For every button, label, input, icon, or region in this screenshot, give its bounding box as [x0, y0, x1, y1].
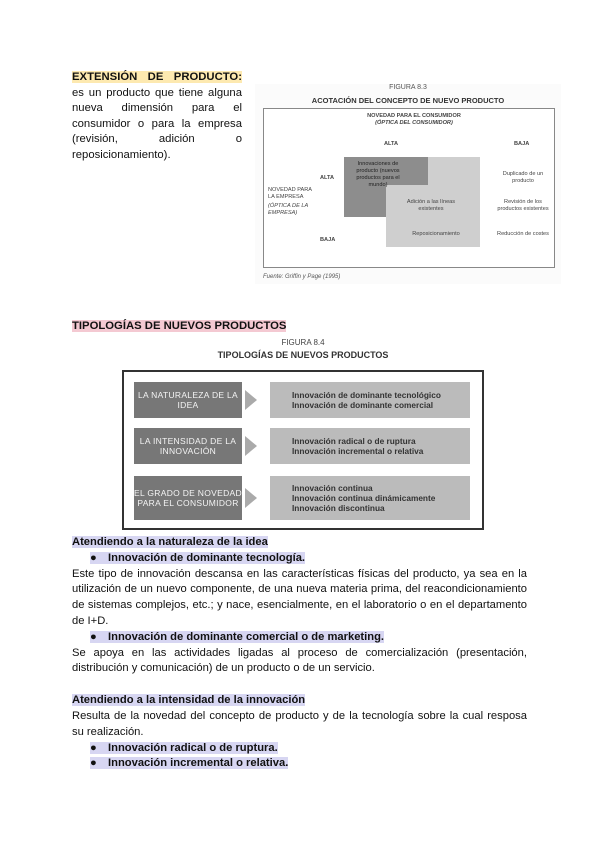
figure2-frame: [122, 370, 484, 530]
intensity-heading: Atendiendo a la intensidad de la innovación: [72, 694, 306, 707]
typology-left-3: EL GRADO DE NOVEDAD PARA EL CONSUMIDOR: [134, 476, 242, 520]
figure1-row-sub: (ÓPTICA DE LA EMPRESA): [268, 203, 308, 216]
figure1-title: ACOTACIÓN DEL CONCEPTO DE NUEVO PRODUCTO: [311, 96, 505, 105]
body-text: [72, 535, 527, 772]
figure1-cell-innovation: Innovaciones de producto (nuevos productos para el mundo): [356, 161, 400, 188]
bullet-icon: ●: [90, 757, 97, 770]
bullet-icon: ●: [90, 630, 97, 643]
idea-heading: Atendiendo a la naturaleza de la idea: [72, 536, 268, 548]
figure1-cell-revision: Revisión de los productos existentes: [497, 199, 549, 212]
figure1-col-low: BAJA: [514, 141, 530, 147]
figure1-caption: FIGURA 8.3: [389, 84, 427, 91]
list-item: ● Innovación de dominante comercial o de marketing.: [72, 630, 527, 646]
figure1-cell-repositioning: Reposicionamiento: [412, 231, 460, 237]
figure1-cell-cost: Reducción de costes: [497, 231, 549, 237]
figure1-row-label: NOVEDAD PARA LA EMPRESA: [268, 187, 312, 200]
idea-paragraph-2: Se apoya en las actividades ligadas al proceso de comercialización (presentación, distribución y comunicación) de un producto o de un servicio.: [72, 646, 527, 675]
typologies-heading: TIPOLOGÍAS DE NUEVOS PRODUCTOS: [72, 320, 287, 332]
typology-right-2: Innovación radical o de ruptura Innovación incremental o relativa: [270, 428, 470, 464]
intensity-paragraph: Resulta de la novedad del concepto de producto y de la tecnología sobre la cual resposa su realización.: [72, 709, 527, 738]
list-item: ● Innovación incremental o relativa.: [72, 756, 527, 772]
arrow-icon: [245, 436, 257, 456]
figure2-caption: FIGURA 8.4: [281, 338, 325, 347]
list-item: ● Innovación radical o de ruptura.: [72, 741, 527, 757]
typology-right-3: Innovación continua Innovación continua dinámicamente Innovación discontinua: [270, 476, 470, 520]
extension-paragraph: [72, 70, 242, 163]
list-item: ● Innovación de dominante tecnología.: [72, 551, 527, 567]
idea-paragraph-1: Este tipo de innovación descansa en las características físicas del producto, ya sea en la utilización de un nuevo componente, de una nueva materia prima, del reacondicionamiento de sistemas complejos, etc.; y nace, esencialmente, en el laboratorio o en el departamento de I+D.: [72, 567, 527, 627]
figure-new-product-concept: [255, 84, 561, 284]
figure1-source: Fuente: Griffin y Page (1995): [263, 274, 341, 280]
typology-right-1: Innovación de dominante tecnológico Innovación de dominante comercial: [270, 382, 470, 418]
typology-left-2: LA INTENSIDAD DE LA INNOVACIÓN: [134, 428, 242, 464]
figure1-row-high: ALTA: [320, 175, 335, 181]
figure1-col-high: ALTA: [384, 141, 399, 147]
extension-title: EXTENSIÓN DE PRODUCTO:: [72, 71, 242, 83]
figure1-cell-duplicate: Duplicado de un producto: [502, 171, 544, 184]
figure1-matrix: [263, 108, 555, 268]
figure1-row-low: BAJA: [320, 237, 336, 243]
figure1-header-sub: (ÓPTICA DEL CONSUMIDOR): [375, 120, 453, 126]
figure-typologies: [118, 338, 488, 528]
bullet-icon: ●: [90, 741, 97, 754]
figure1-cell-addition: Adición a las líneas existentes: [406, 199, 456, 212]
typology-left-1: LA NATURALEZA DE LA IDEA: [134, 382, 242, 418]
bullet-icon: ●: [90, 551, 97, 564]
figure2-title: TIPOLOGÍAS DE NUEVOS PRODUCTOS: [217, 350, 389, 360]
arrow-icon: [245, 488, 257, 508]
extension-text: es un producto que tiene alguna nueva dimensión para el consumidor o para la empresa (revisión, adición o reposicionamiento).: [72, 86, 242, 161]
arrow-icon: [245, 390, 257, 410]
figure1-header: NOVEDAD PARA EL CONSUMIDOR: [367, 113, 461, 119]
